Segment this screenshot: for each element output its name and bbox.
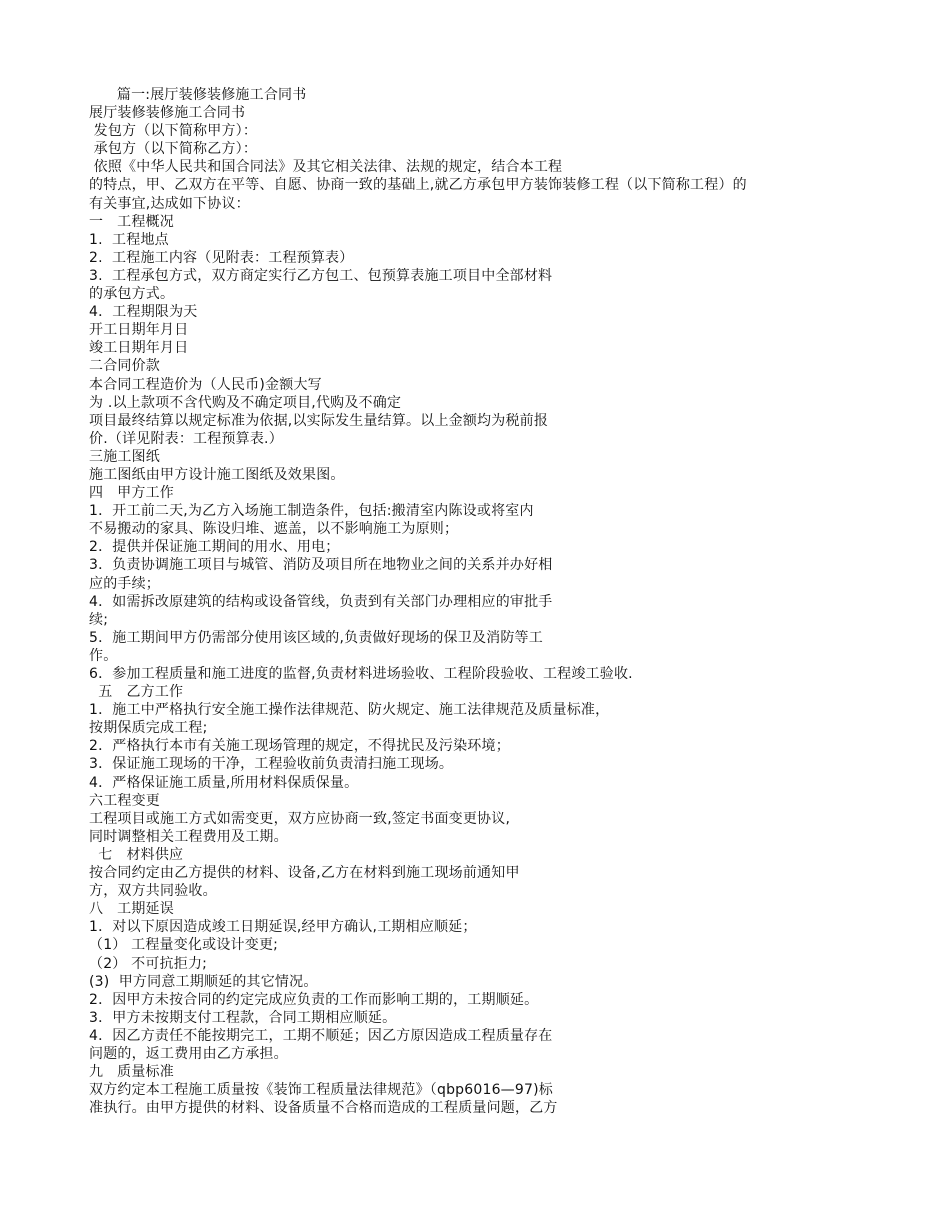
document-line: 项目最终结算以规定标准为依据,以实际发生量结算。以上金额均为税前报 [89, 412, 549, 429]
document-line: 发包方（以下简称甲方）： [89, 123, 258, 140]
document-line: 1．施工中严格执行安全施工操作法律规范、防火规定、施工法律规范及质量标准， [89, 702, 610, 719]
document-line: 2．严格执行本市有关施工现场管理的规定，不得扰民及污染环境； [89, 738, 510, 755]
document-line: 六工程变更 [89, 792, 160, 809]
document-line: 七 材料供应 [89, 846, 184, 863]
document-line: 6．参加工程质量和施工进度的监督,负责材料进场验收、工程阶段验收、工程竣工验收. [89, 666, 633, 682]
document-line: 三施工图纸 [89, 448, 160, 465]
document-line: 4．工程期限为天 [89, 304, 198, 321]
document-line: 本合同工程造价为（人民币)金额大写 [89, 376, 322, 393]
document-line: 展厅装修装修施工合同书 [89, 105, 246, 122]
document-line: 3．甲方未按期支付工程款，合同工期相应顺延。 [89, 1009, 397, 1026]
document-line: 续; [89, 611, 109, 628]
document-line: 篇一:展厅装修装修施工合同书 [89, 87, 307, 103]
document-line: 工程项目或施工方式如需变更，双方应协商一致,签定书面变更协议, [89, 810, 511, 827]
document-line: 1．对以下原因造成竣工日期延误,经甲方确认,工期相应顺延； [89, 919, 477, 936]
document-line: 4．严格保证施工质量,所用材料保质保量。 [89, 774, 359, 791]
document-line: 应的手续； [89, 575, 160, 592]
document-line: 竣工日期年月日 [89, 340, 189, 357]
document-line: 四 甲方工作 [89, 485, 174, 502]
document-line: 双方约定本工程施工质量按《装饰工程质量法律规范》（qbp6016—97)标 [89, 1082, 553, 1099]
document-line: 的特点，甲、乙双方在平等、自愿、协商一致的基础上,就乙方承包甲方装饰装修工程（以下简称工程）的 [89, 177, 747, 194]
document-line: （2） 不可抗拒力; [89, 955, 208, 972]
document-line: 4．如需拆改原建筑的结构或设备管线，负责到有关部门办理相应的审批手 [89, 593, 553, 610]
document-line: 开工日期年月日 [89, 322, 189, 339]
document-line: 施工图纸由甲方设计施工图纸及效果图。 [89, 466, 345, 483]
document-line: 为 .以上款项不含代购及不确定项目,代购及不确定 [89, 394, 402, 411]
document-line: 价.（详见附表：工程预算表.） [89, 430, 283, 447]
document-line: 3. 工程承包方式，双方商定实行乙方包工、包预算表施工项目中全部材料 [89, 267, 553, 284]
document-line: 1. 工程地点 [89, 231, 169, 248]
document-line: 承包方（以下简称乙方）： [89, 141, 258, 158]
document-line: 八 工期延误 [89, 901, 174, 918]
document-line: （1） 工程量变化或设计变更; [89, 937, 279, 954]
document-line: 1．开工前二天,为乙方入场施工制造条件，包括:搬清室内陈设或将室内 [89, 503, 534, 520]
document-line: 准执行。由甲方提供的材料、设备质量不合格而造成的工程质量问题，乙方 [89, 1100, 558, 1117]
document-line: 按期保质完成工程; [89, 720, 208, 737]
document-line: 方，双方共同验收。 [89, 883, 217, 900]
document-line: 的承包方式。 [89, 286, 175, 303]
document-line: 2．提供并保证施工期间的用水、用电； [89, 539, 340, 556]
document-line: 九 质量标准 [89, 1064, 174, 1081]
document-line: 问题的，返工费用由乙方承担。 [89, 1045, 288, 1062]
document-line: 有关事宜,达成如下协议： [89, 195, 250, 212]
document-line: (3) 甲方同意工期顺延的其它情况。 [89, 973, 318, 990]
document-line: 3．保证施工现场的干净，工程验收前负责清扫施工现场。 [89, 756, 454, 773]
document-line: 按合同约定由乙方提供的材料、设备,乙方在材料到施工现场前通知甲 [89, 865, 520, 882]
document-line: 一 工程概况 [89, 213, 174, 230]
document-line: 3．负责协调施工项目与城管、消防及项目所在地物业之间的关系并办好相 [89, 557, 553, 574]
document-line: 5．施工期间甲方仍需部分使用该区域的,负责做好现场的保卫及消防等工 [89, 629, 543, 646]
document-line: 二合同价款 [89, 358, 160, 375]
document-line: 依照《中华人民共和国合同法》及其它相关法律、法规的规定，结合本工程 [89, 159, 563, 176]
document-line: 五 乙方工作 [89, 684, 184, 701]
document-line: 2．因甲方未按合同的约定完成应负责的工作而影响工期的，工期顺延。 [89, 991, 539, 1008]
document-line: 同时调整相关工程费用及工期。 [89, 828, 288, 845]
document-line: 2. 工程施工内容（见附表：工程预算表） [89, 249, 354, 266]
document-line: 4．因乙方责任不能按期完工，工期不顺延；因乙方原因造成工程质量存在 [89, 1027, 553, 1044]
document-line: 作。 [89, 647, 118, 664]
document-line: 不易搬动的家具、陈设归堆、遮盖，以不影响施工为原则； [89, 521, 459, 538]
document-body [89, 86, 869, 1117]
